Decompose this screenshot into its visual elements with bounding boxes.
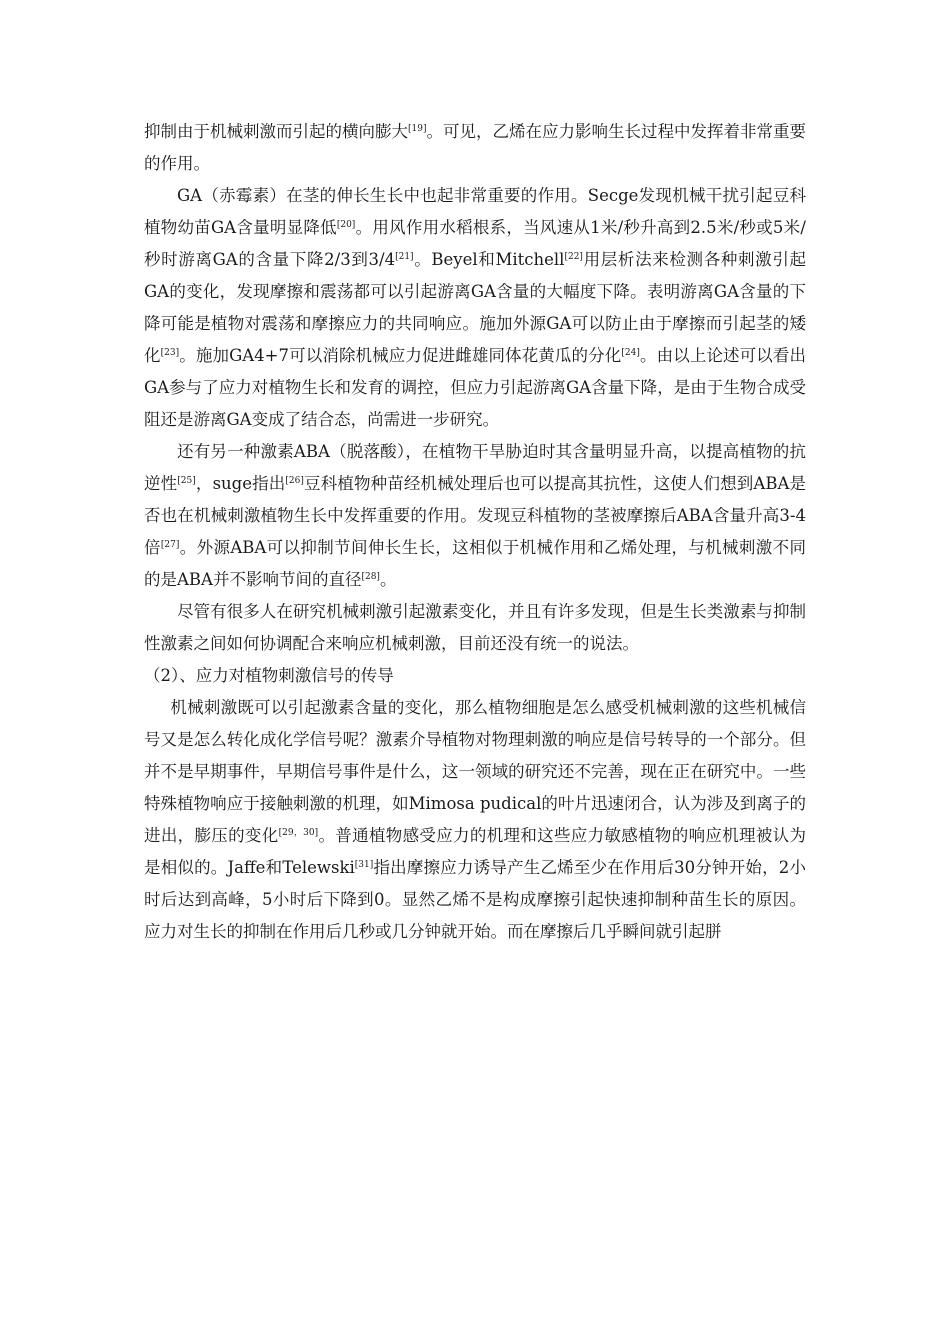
text-run: 。 [379, 570, 397, 589]
text-run: 用层析法来检测各种刺激引起GA的变化，发现摩擦和震荡都可以引起游离GA含量的大幅度下降。表明游离GA含量的下降可能是植物对震荡和摩擦应力的共同响应。施加外源GA可以防止由于摩擦而引起茎的矮化 [144, 250, 806, 365]
text-run: 。用风作用水稻根系，当风速从1米/秒升高到2.5米/秒或5米/秒时游离GA的含量下降2/3到3/4 [144, 218, 806, 269]
text-run: ，suge指出 [195, 474, 286, 493]
paragraph-gibberellin [144, 180, 806, 436]
text-run: 机械刺激既可以引起激素含量的变化，那么植物细胞是怎么感受机械刺激的这些机械信号又是怎么转化成化学信号呢？激素介导植物对物理刺激的响应是信号转导的一个部分。但并不是早期事件，早期信号事件是什么，这一领域的研究还不完善，现在正在研究中。一些特殊植物响应于接触刺激的机理，如Mimosa pudical的叶片迅速闭合，认为涉及到离子的进出，膨压的变化 [144, 698, 806, 845]
citation-marker: [24] [621, 348, 640, 358]
citation-marker: [20] [336, 220, 356, 230]
section-heading-signal-transduction [144, 660, 806, 692]
text-run: GA（赤霉素）在茎的伸长生长中也起非常重要的作用。Secge发现机械干扰引起豆科植物幼苗GA含量明显降低 [144, 186, 806, 237]
citation-marker: [21] [395, 252, 414, 262]
citation-marker: [27] [160, 540, 180, 550]
text-run: （2）、应力对植物刺激信号的传导 [144, 666, 394, 685]
citation-marker: [25] [177, 476, 196, 486]
text-run: 还有另一种激素ABA（脱落酸），在植物干旱胁迫时其含量明显升高，以提高植物的抗逆性 [144, 442, 806, 493]
text-run: 。可见，乙烯在应力影响生长过程中发挥着非常重要的作用。 [144, 122, 807, 173]
citation-marker: [23] [160, 348, 180, 358]
paragraph-hormone-summary [144, 596, 806, 660]
text-run: 。施加GA4+7可以消除机械应力促进雌雄同体花黄瓜的分化 [179, 346, 622, 365]
text-run: 抑制由于机械刺激而引起的横向膨大 [144, 122, 409, 141]
text-run: 。外源ABA可以抑制节间伸长生长，这相似于机械作用和乙烯处理，与机械刺激不同的是ABA并不影响节间的直径 [144, 538, 806, 589]
text-run: 尽管有很多人在研究机械刺激引起激素变化，并且有许多发现，但是生长类激素与抑制性激素之间如何协调配合来响应机械刺激，目前还没有统一的说法。 [144, 602, 806, 653]
citation-marker: [29，30] [278, 828, 319, 838]
citation-marker: [22] [564, 252, 583, 262]
citation-marker: [31] [354, 860, 374, 870]
text-run: 。普通植物感受应力的机理和这些应力敏感植物的响应机理被认为是相似的。Jaffe和Telewski [144, 826, 806, 877]
citation-marker: [26] [285, 476, 304, 486]
paragraph-aba [144, 436, 806, 596]
text-run: 指出摩擦应力诱导产生乙烯至少在作用后30分钟开始，2小时后达到高峰，5小时后下降到0。显然乙烯不是构成摩擦引起快速抑制种苗生长的原因。应力对生长的抑制在作用后几秒或几分钟就开始。而在摩擦后几乎瞬间就引起胼 [144, 858, 807, 941]
text-run: 。Beyel和Mitchell [413, 250, 565, 269]
paragraph-signal-transduction [144, 692, 806, 948]
body-text [144, 116, 806, 948]
text-run: 豆科植物种苗经机械处理后也可以提高其抗性，这使人们想到ABA是否也在机械刺激植物生长中发挥重要的作用。发现豆科植物的茎被摩擦后ABA含量升高3-4倍 [144, 474, 807, 557]
paragraph-ethylene-conclusion [144, 116, 806, 180]
citation-marker: [19] [408, 124, 427, 134]
text-run: 。由以上论述可以看出GA参与了应力对植物生长和发育的调控，但应力引起游离GA含量下降，是由于生物合成受阻还是游离GA变成了结合态，尚需进一步研究。 [144, 346, 807, 429]
citation-marker: [28] [361, 572, 380, 582]
